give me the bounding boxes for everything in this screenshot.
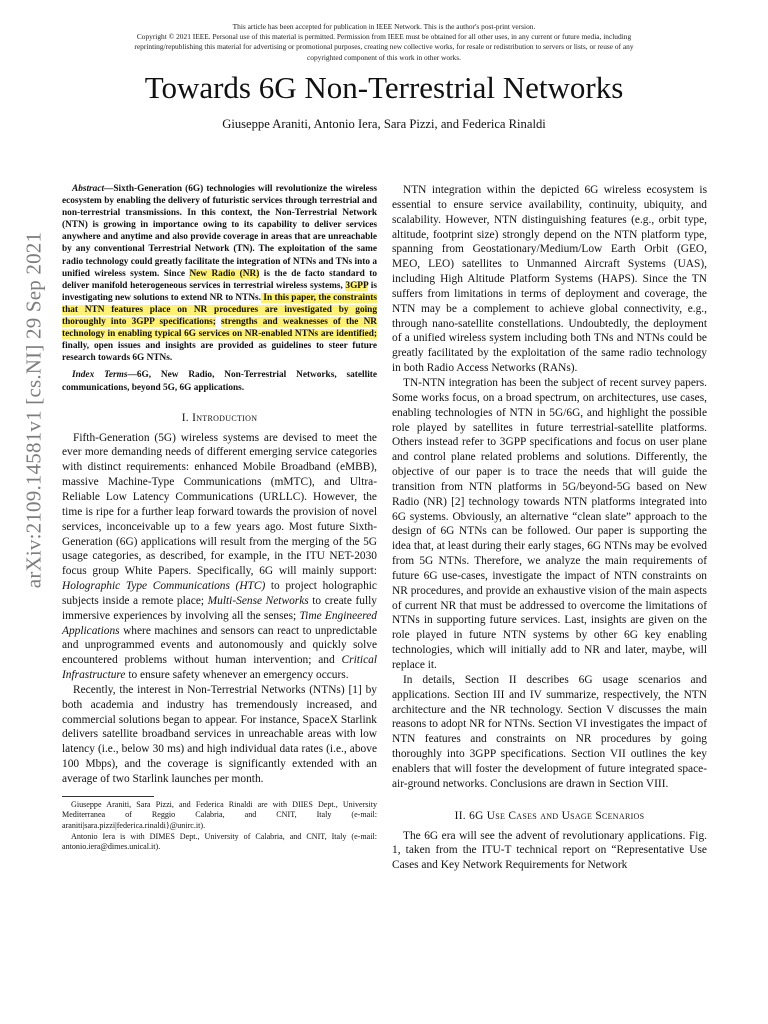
copyright-notice (70, 22, 698, 63)
paragraph: The 6G era will see the advent of revolutionary applications. Fig. 1, taken from the ITU-T technical report on “Representative Use Cases and Key Network Requirements for Network (392, 829, 707, 872)
text-run: to ensure safety whenever an emergency occurs. (125, 669, 349, 682)
left-column (62, 183, 377, 853)
term-htc: Holographic Type Communications (HTC) (62, 580, 266, 593)
abstract-text: is the de facto standard to deliver manifold heterogeneous services in terrestrial wireless systems, (62, 268, 377, 291)
term-ci: Critical Infrastructure (62, 654, 377, 682)
paragraph: NTN integration within the depicted 6G wireless ecosystem is essential to ensure service availability, continuity, ubiquity, and scalability. However, NTN distinguishing features (e.g., orbit type, altitude, footprint size) strongly depend on the NTN platform type, spanning from Geostationary/Medium/Low Earth Orbit (GEO, MEO, LEO) satellites to Unmanned Aircraft Systems (UAS), including High Altitude Platform Systems (HAPS). Since the TN suffers from limitations in terms of deployment and coverage, the NTN may be a complement to achieve global connectivity, e.g., through nano-satellite constellations. Undoubtedly, the deployment of a unified wireless system including both TNs and NTNs could be greatly facilitated by the exploitation of the same radio technology in both Radio Access Networks (RANs). (392, 184, 707, 375)
footnote-divider (62, 796, 154, 797)
footnote: Giuseppe Araniti, Sara Pizzi, and Federica Rinaldi are with DIIES Dept., University Mediterranea of Reggio Calabria, and CNIT, Italy (e-mail: araniti|sara.pizzi|federica.rinaldi}@unirc.it). (62, 799, 377, 831)
section-heading (392, 809, 707, 823)
notice-line: reprinting/republishing this material for advertising or promotional purposes, creating new collective works, for resale or redistribution to servers or lists, or reuse of any (134, 42, 634, 52)
right-column (392, 183, 707, 873)
section-number: II. (454, 809, 466, 822)
term-msn: Multi-Sense Networks (207, 594, 309, 607)
paragraph: Recently, the interest in Non-Terrestrial Networks (NTNs) [1] by both academia and industry has tremendously increased, and commercial solutions began to appear. For instance, SpaceX Starlink delivers satellite broadband services in unreachable areas with low latency (i.e., below 30 ms) and high individual data rates (i.e., above 100 Mbps), and the coverage is significantly extended with an average of two Starlink launches per month. (62, 683, 377, 785)
index-terms-label: Index Terms (72, 370, 128, 381)
notice-line: Copyright © 2021 IEEE. Personal use of this material is permitted. Permission from IEEE must be obtained for all other uses, in any current or future media, including (136, 32, 632, 42)
paragraph (62, 431, 377, 683)
highlight: strengths and weaknesses of the NR technology in enabling typical 6G services on NR-enabled NTNs are identified; (62, 317, 378, 340)
text-run: to create fully immersive experiences by involving all the senses; (62, 594, 377, 622)
index-terms-text: 6G, New Radio, Non-Terrestrial Networks, satellite communications, beyond 5G, 6G applications. (62, 370, 377, 393)
abstract-text: Sixth-Generation (6G) technologies will revolutionize the wireless ecosystem by enabling the delivery of futuristic services through terrestrial and non-terrestrial transmissions. In this context, the Non-Terrestrial Network (NTN) is growing in importance owing to its capability to deliver services anywhere and anytime and also provide coverage in areas that are unreachable by any conventional Terrestrial Network (TN). The exploitation of the same radio technology could greatly facilitate the integration of NTNs and TNs into a unified wireless system. Since (62, 184, 377, 279)
arxiv-stamp[interactable]: arXiv:2109.14581v1 [cs.NI] 29 Sep 2021 (21, 231, 46, 589)
highlight: New Radio (NR) (189, 268, 260, 279)
notice-line: copyrighted component of this work in other works. (307, 52, 461, 62)
abstract (62, 183, 377, 364)
paper-title: Towards 6G Non-Terrestrial Networks (144, 70, 624, 105)
abstract-text: finally, open issues and insights are provided as guidelines to steer future research towards 6G NTNs. (62, 341, 377, 364)
abstract-label: Abstract (72, 184, 105, 194)
highlight: 3GPP (345, 280, 369, 291)
text-run: Fifth-Generation (5G) wireless systems are devised to meet the ever more demanding needs of different emerging service categories with distinct requirements: enhanced Mobile Broadband (eMBB), massive Machine-Type Communications (mMTC), and Ultra-Reliable Low Latency Communications (URLLC). However, the time is ripe for a further leap forward towards the provision of novel services, inconceivable up to a few years ago. Most future Sixth-Generation (6G) applications will result from the merging of the 5G usage categories, as described, for example, in the ITU NET-2030 focus group White Papers. Specifically, 6G will mainly support: (62, 431, 377, 578)
text-run: where machines and sensors can react to unpredictable and unprogrammed events and autonomously and quickly solve encountered problems without human intervention; and (62, 624, 377, 667)
author-list: Giuseppe Araniti, Antonio Iera, Sara Pizzi, and Federica Rinaldi (222, 117, 546, 131)
footnotes (62, 800, 377, 853)
paragraph: TN-NTN integration has been the subject of recent survey papers. Some works focus, on a broad spectrum, on architectures, use cases, enabling technologies of NTN in 5G/6G, and highlight the possible role played by satellites in future terrestrial-satellite platforms. Others instead refer to 3GPP specifications and focus on user plane and control plane related problems and solutions. Differently, the objective of our paper is to trace the needs that will guide the transition from NTN platforms in 5G/beyond-5G based on New Radio (NR) [2] technology towards NTN platforms integrated into 6G systems. Obviously, an alternative “clean slate” approach to the design of 6G NTNs can be followed. Our paper is supporting the idea that, at least during their early stages, 6G NTNs may be evolved from 5G NTNs. Therefore, we analyze the main requirements of future 6G use-cases, investigate the impact of NTN constraints on NR procedures, and provide an exhaustive vision of the main aspects of current NR that must be addressed to overcome the limitations of NTNs in supporting future services. Last, insights are given on the role played in future NTN systems by other 6G key enabling technologies, which will initially add to NR and later, maybe, will replace it. (392, 376, 707, 671)
abstract-dash: — (104, 184, 114, 194)
highlight: In this paper, the constraints that NTN features place on NR procedures are investigated by going thoroughly into 3GPP specifications; (62, 292, 377, 328)
section-heading (62, 411, 377, 425)
section-title: Introduction (192, 411, 258, 424)
term-tea: Time Engineered Applications (62, 609, 377, 637)
abstract-text: is investigating new solutions to extend NR to NTNs. (62, 280, 377, 303)
index-terms (62, 369, 377, 393)
footnote: Antonio Iera is with DIMES Dept., University of Calabria, and CNIT, Italy (e-mail: antonio.iera@dimes.unical.it). (62, 831, 377, 852)
index-terms-dash: — (127, 370, 137, 381)
paragraph: In details, Section II describes 6G usage scenarios and applications. Section III and IV summarize, respectively, the NTN architecture and the NR technology. Section V discusses the main reasons to adopt NR for NTNs. Section VI investigates the impact of NTN features and constraints on NR procedures by going thoroughly into 3GPP specifications. Section VII outlines the key enablers that will foster the development of future integrated space-air-ground networks. Conclusions are drawn in Section VIII. (392, 673, 707, 790)
section-number: I. (181, 411, 189, 424)
section-title: 6G Use Cases and Usage Scenarios (469, 809, 645, 822)
notice-line: This article has been accepted for publication in IEEE Network. This is the author's post-print version. (232, 22, 536, 31)
text-run: to project holographic subjects inside a remote place; (62, 580, 377, 607)
